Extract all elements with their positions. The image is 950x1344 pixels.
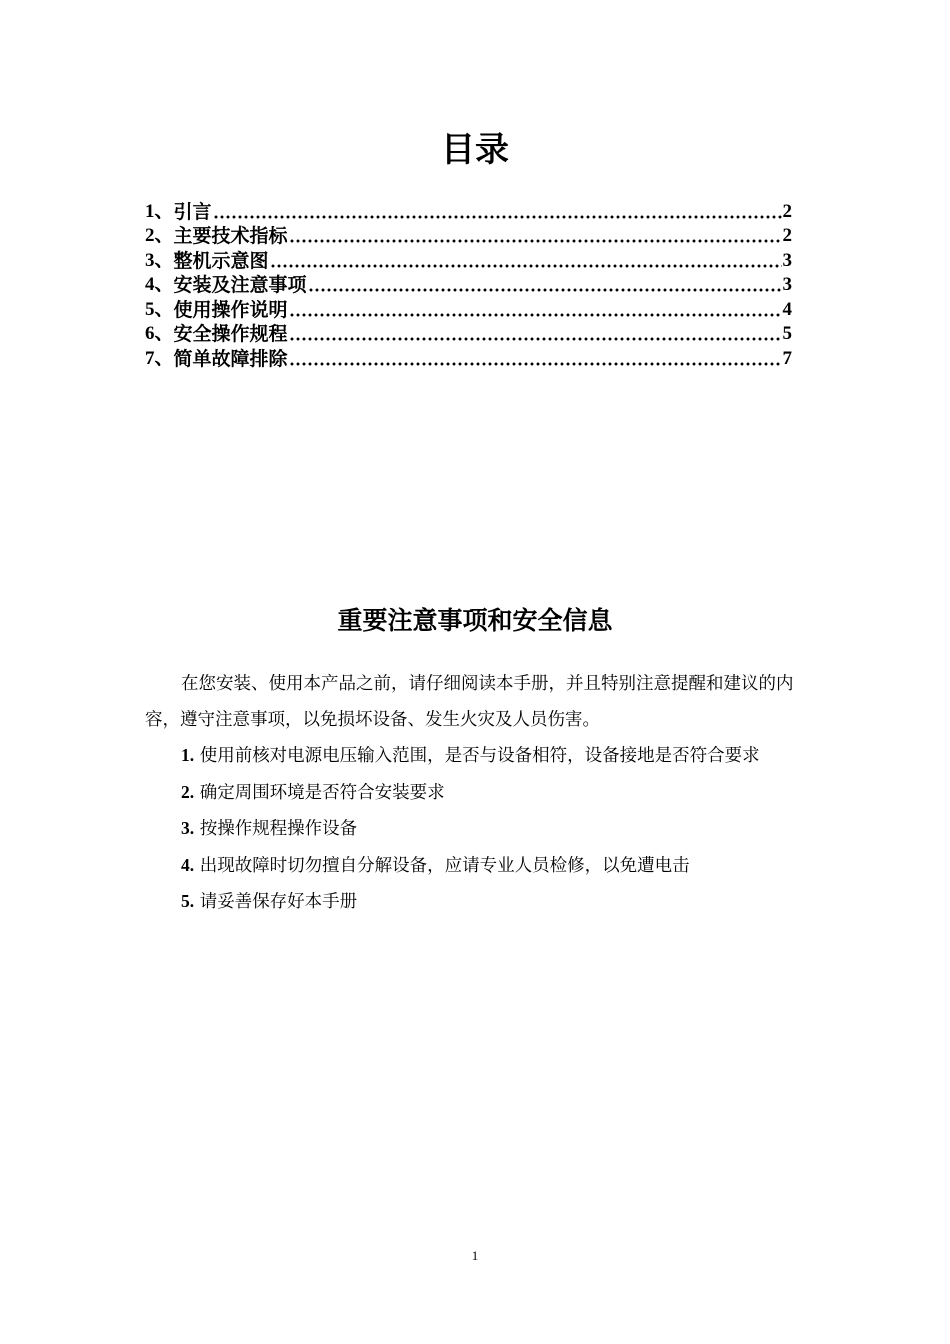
toc-entry-number: 7、 bbox=[145, 347, 174, 369]
safety-section-title: 重要注意事项和安全信息 bbox=[337, 606, 613, 635]
toc-entry-label: 整机示意图 bbox=[173, 249, 269, 272]
toc-entry-label: 安装及注意事项 bbox=[173, 274, 307, 296]
toc-entry-number: 3、 bbox=[145, 249, 174, 271]
page-number: 1 bbox=[471, 1248, 479, 1263]
notice-item bbox=[145, 884, 810, 921]
toc-entry-label: 引言 bbox=[173, 200, 212, 223]
toc-entry-label: 简单故障排除 bbox=[173, 347, 288, 370]
notice-item-number: 4. bbox=[181, 854, 195, 875]
safety-section-body bbox=[145, 667, 810, 921]
toc-entry-page: 2 bbox=[782, 200, 792, 222]
toc-entry bbox=[145, 199, 792, 224]
toc-dot-leader bbox=[289, 347, 782, 371]
notice-item-text: 出现故障时切勿擅自分解设备，应请专业人员检修，以免遭电击 bbox=[194, 855, 690, 876]
notice-item bbox=[145, 738, 810, 775]
notice-item bbox=[145, 848, 810, 885]
toc-entry-page: 5 bbox=[782, 323, 792, 344]
notice-item-text: 确定周围环境是否符合安装要求 bbox=[194, 782, 445, 803]
toc-entry bbox=[145, 346, 792, 371]
toc-entry-number: 6、 bbox=[145, 323, 174, 344]
intro-paragraph: 在您安装、使用本产品之前，请仔细阅读本手册，并且特别注意提醒和建议的内容，遵守注意事项，以免损坏设备、发生火灾及人员伤害。 bbox=[145, 674, 794, 730]
notice-item-text: 请妥善保存好本手册 bbox=[194, 892, 358, 912]
toc-entry-label: 安全操作规程 bbox=[173, 323, 288, 345]
toc-dot-leader bbox=[289, 322, 782, 346]
toc-dot-leader bbox=[308, 273, 782, 297]
toc-entry-number: 2、 bbox=[145, 225, 174, 246]
toc-title: 目录 bbox=[441, 130, 509, 170]
notice-item-number: 1. bbox=[181, 745, 195, 765]
toc-entry-page: 3 bbox=[782, 274, 792, 295]
toc-entry-label: 使用操作说明 bbox=[173, 298, 288, 321]
toc-entry-number: 5、 bbox=[145, 298, 174, 320]
toc-dot-leader bbox=[213, 200, 782, 224]
toc-dot-leader bbox=[289, 224, 782, 248]
toc-entry bbox=[145, 248, 792, 273]
toc-entry bbox=[145, 322, 792, 347]
toc-dot-leader bbox=[270, 249, 782, 273]
toc-dot-leader bbox=[289, 298, 782, 322]
toc-entry-number: 4、 bbox=[145, 274, 174, 295]
toc-entry-page: 7 bbox=[782, 347, 792, 369]
toc-entry-page: 3 bbox=[782, 249, 792, 271]
notice-item-number: 5. bbox=[181, 891, 195, 911]
toc-entry bbox=[145, 273, 792, 298]
toc-entry-page: 2 bbox=[782, 225, 792, 246]
notice-item bbox=[145, 811, 810, 848]
notice-item-text: 使用前核对电源电压输入范围，是否与设备相符，设备接地是否符合要求 bbox=[194, 746, 760, 766]
toc-entry bbox=[145, 224, 792, 249]
table-of-contents bbox=[145, 199, 792, 371]
notice-item-number: 2. bbox=[181, 781, 195, 802]
notice-item-number: 3. bbox=[181, 818, 195, 838]
notice-item-text: 按操作规程操作设备 bbox=[194, 819, 358, 839]
toc-entry-label: 主要技术指标 bbox=[173, 225, 288, 247]
toc-entry-number: 1、 bbox=[145, 200, 174, 222]
toc-entry bbox=[145, 297, 792, 322]
toc-entry-page: 4 bbox=[782, 298, 792, 320]
notice-item bbox=[145, 775, 810, 812]
